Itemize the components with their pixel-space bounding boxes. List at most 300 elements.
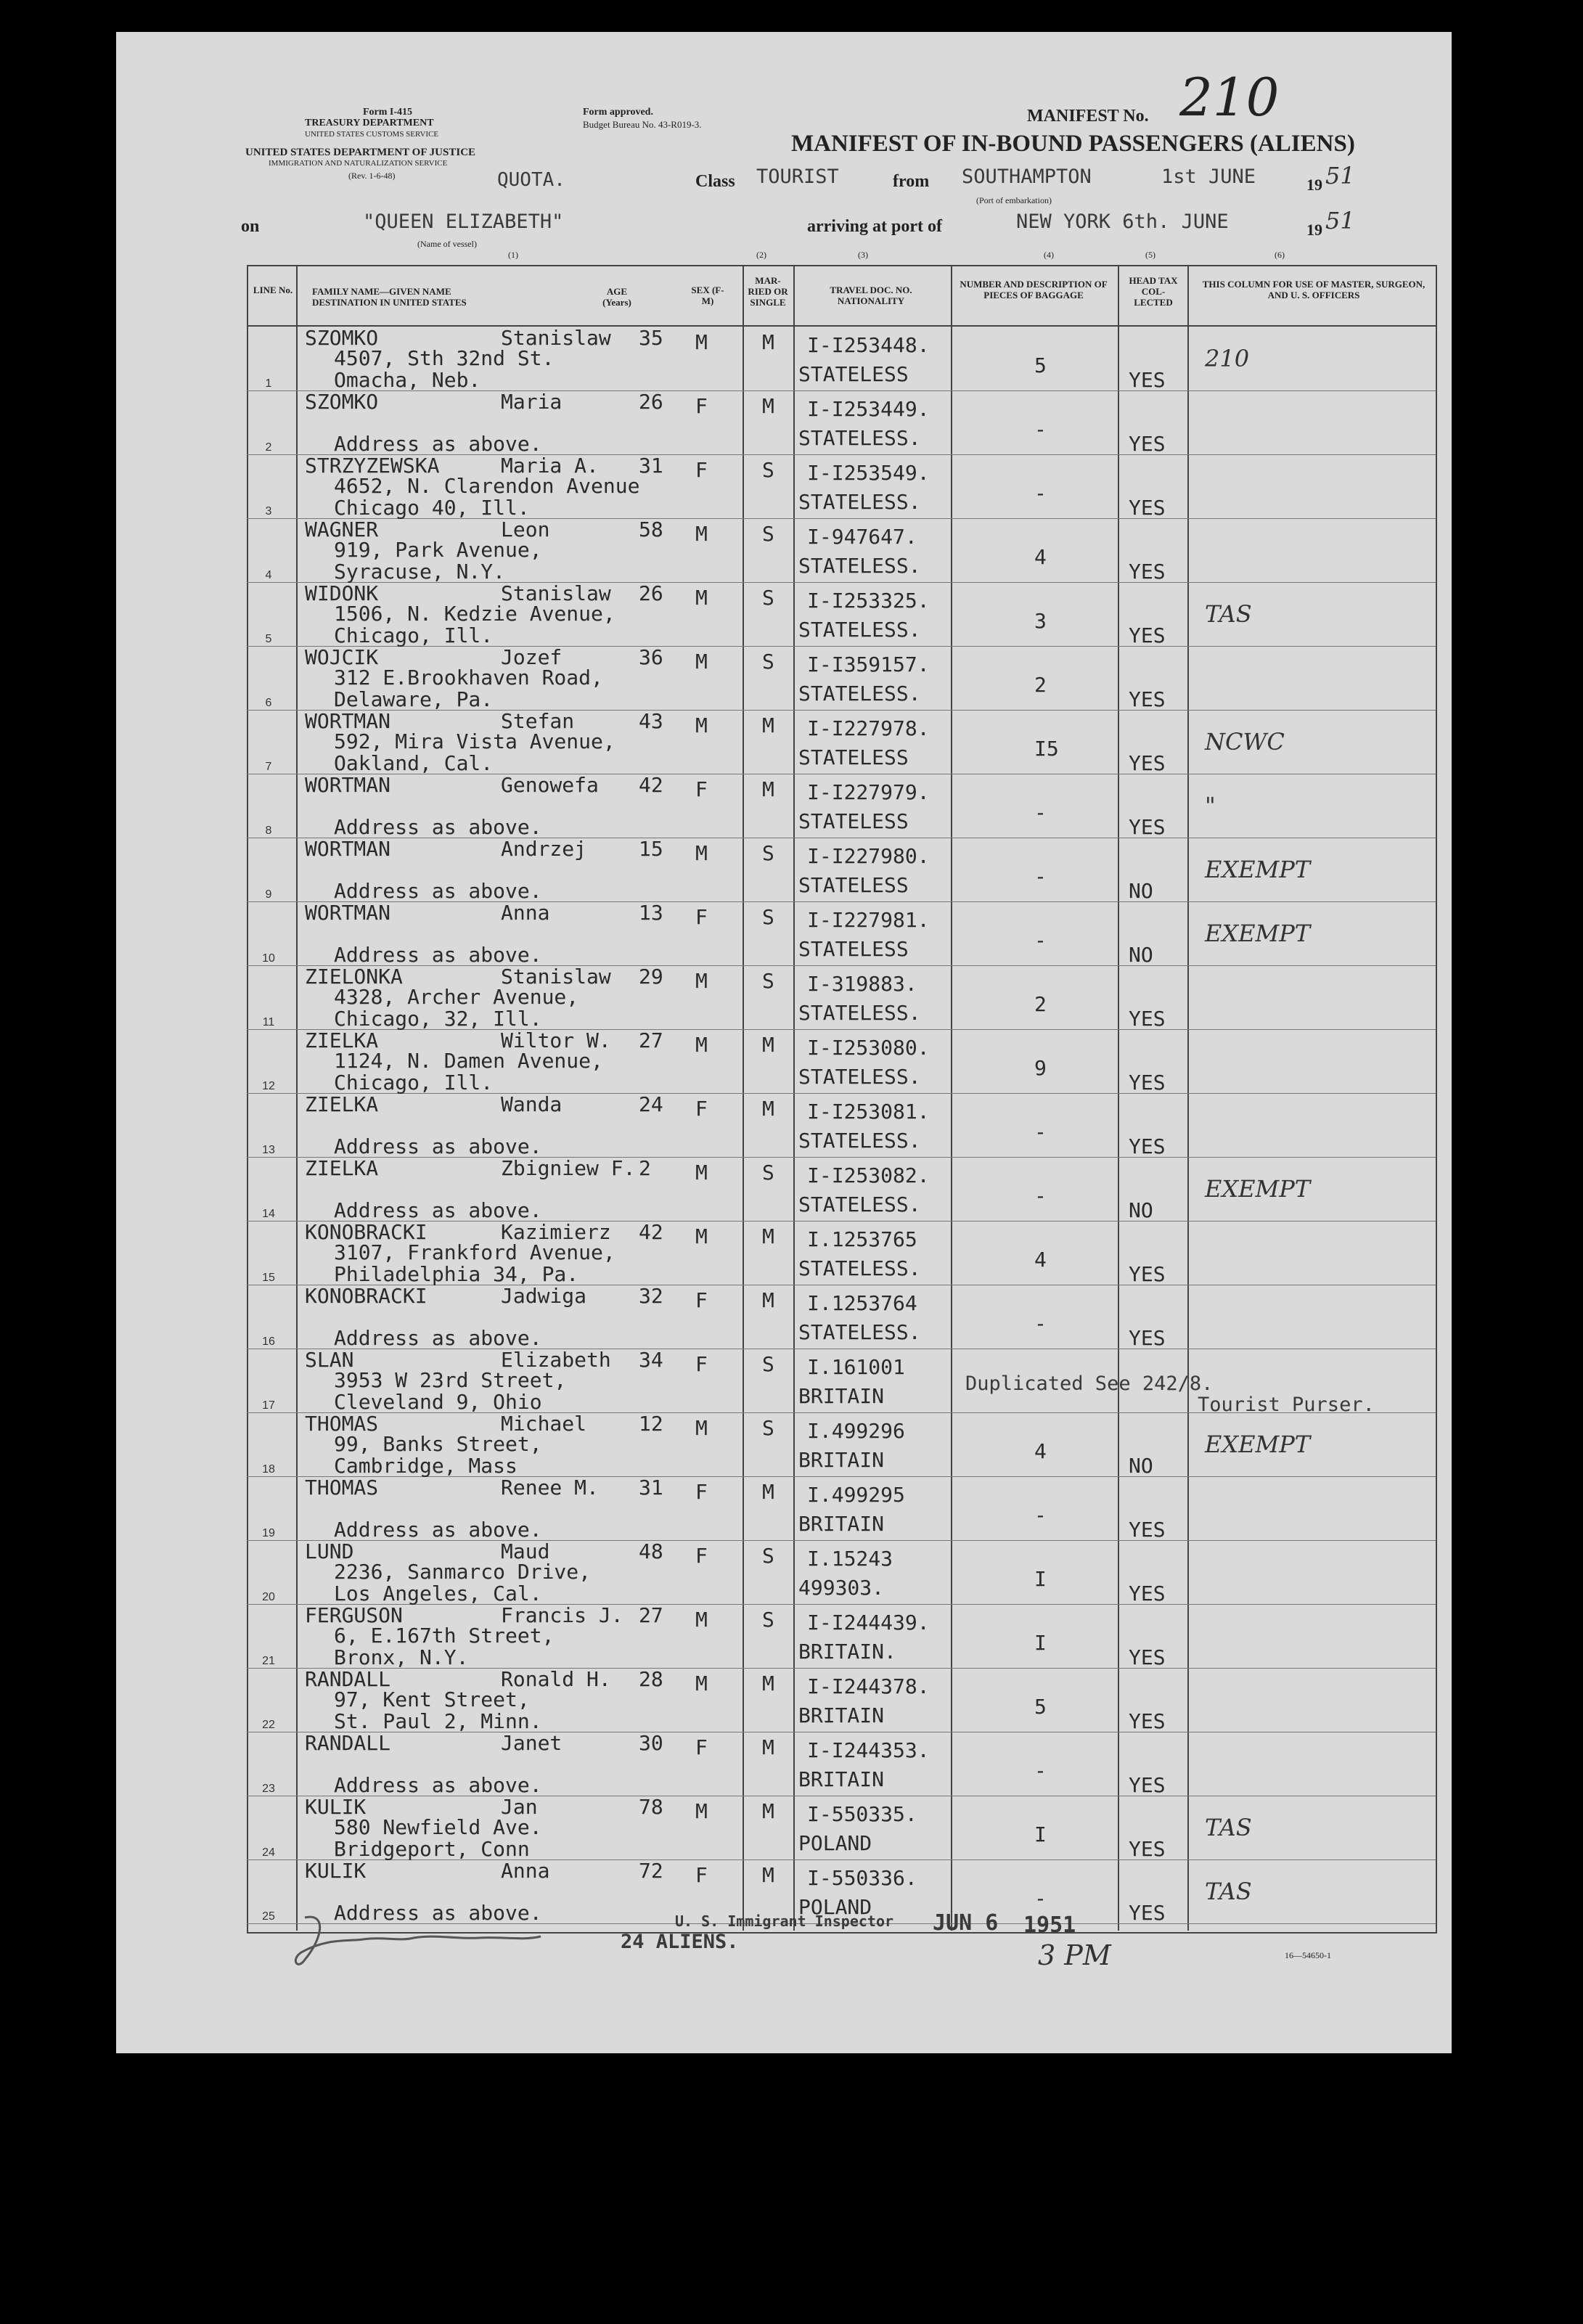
line-number: 13 <box>262 1144 275 1156</box>
head-tax: YES <box>1129 432 1166 456</box>
head-tax: NO <box>1129 943 1153 967</box>
port-embark-label: (Port of embarkation) <box>976 195 1052 205</box>
address-line: 4652, N. Clarendon Avenue <box>334 474 640 498</box>
address-line: Address as above. <box>334 1198 542 1222</box>
arrival-port: NEW YORK 6th. JUNE <box>1016 210 1229 233</box>
officer-note: 210 <box>1205 345 1250 372</box>
nationality: 499303. <box>798 1576 885 1600</box>
form-approved: Form approved. <box>583 107 653 118</box>
nationality: BRITAIN <box>798 1703 885 1727</box>
line-number: 2 <box>265 441 272 454</box>
line-number: 7 <box>265 761 272 773</box>
nationality: STATELESS. <box>798 554 921 578</box>
col-divider <box>951 265 952 1931</box>
travel-doc: I.15243 <box>807 1547 893 1571</box>
revision: (Rev. 1-6-48) <box>348 171 396 181</box>
given-name: Stanislaw <box>501 965 611 989</box>
col-divider <box>793 265 795 1931</box>
sex: F <box>695 1863 708 1887</box>
col-divider <box>743 265 744 1931</box>
line-number: 15 <box>262 1272 275 1284</box>
travel-doc: I.1253764 <box>807 1291 917 1315</box>
sex: M <box>695 969 708 993</box>
address-line: Address as above. <box>334 815 542 839</box>
age: 35 <box>639 326 663 350</box>
given-name: Genowefa <box>501 773 599 797</box>
on-label: on <box>241 217 260 236</box>
age: 27 <box>639 1028 663 1052</box>
baggage: 4 <box>1034 545 1047 569</box>
header-line-no: LINE No. <box>253 285 293 295</box>
family-name: SLAN <box>305 1348 354 1372</box>
sex: F <box>695 777 708 801</box>
given-name: Stanislaw <box>501 581 611 605</box>
marital-status: M <box>762 1224 774 1248</box>
marital-status: M <box>762 1033 774 1057</box>
travel-doc: I-I253325. <box>807 589 930 613</box>
baggage: - <box>1034 481 1047 505</box>
nationality: STATELESS. <box>798 1065 921 1089</box>
age: 48 <box>639 1539 663 1563</box>
line-number: 9 <box>265 888 272 901</box>
sex: M <box>695 330 708 354</box>
header-name: FAMILY NAME—GIVEN NAME DESTINATION IN UNITED STATES <box>312 286 467 308</box>
baggage: - <box>1034 1503 1047 1527</box>
age: 34 <box>639 1348 663 1372</box>
sex: M <box>695 1672 708 1695</box>
ins-label: IMMIGRATION AND NATURALIZATION SERVICE <box>269 159 448 168</box>
form-number: Form I-415 <box>363 107 413 118</box>
given-name: Jadwiga <box>501 1284 587 1308</box>
sex: F <box>695 1097 708 1121</box>
age: 12 <box>639 1412 663 1436</box>
marital-status: S <box>762 1352 774 1376</box>
stamp-date: JUN 6 <box>933 1910 999 1936</box>
officer-note: TAS <box>1205 600 1252 628</box>
head-tax: NO <box>1129 879 1153 903</box>
address-line: Address as above. <box>334 1901 542 1925</box>
travel-doc: I-I244378. <box>807 1674 930 1698</box>
line-number: 19 <box>262 1527 275 1539</box>
family-name: FERGUSON <box>305 1603 403 1627</box>
address-line: 6, E.167th Street, <box>334 1624 555 1648</box>
head-tax: YES <box>1129 1071 1166 1095</box>
baggage: - <box>1034 1886 1047 1910</box>
col-num-3: (3) <box>858 250 868 260</box>
baggage: - <box>1034 1184 1047 1208</box>
sex: M <box>695 586 708 610</box>
marital-status: M <box>762 1672 774 1695</box>
nationality: BRITAIN. <box>798 1640 896 1664</box>
head-tax: YES <box>1129 496 1166 520</box>
travel-doc: I-I253082. <box>807 1163 930 1187</box>
nationality: STATELESS. <box>798 490 921 514</box>
given-name: Wanda <box>501 1092 563 1116</box>
travel-doc: I-550335. <box>807 1802 917 1826</box>
head-tax: YES <box>1129 560 1166 584</box>
form-code: 16—54650-1 <box>1285 1950 1331 1960</box>
address-line: Cleveland 9, Ohio <box>334 1390 542 1414</box>
class-label: Class <box>695 172 735 191</box>
address-line: 1124, N. Damen Avenue, <box>334 1049 603 1073</box>
family-name: WORTMAN <box>305 837 391 861</box>
family-name: ZIELONKA <box>305 965 403 989</box>
given-name: Janet <box>501 1731 563 1755</box>
age: 15 <box>639 837 663 861</box>
col-num-2: (2) <box>756 250 766 260</box>
address-line: 1506, N. Kedzie Avenue, <box>334 602 615 626</box>
stamp-year: 1951 <box>1023 1912 1076 1938</box>
address-line: 592, Mira Vista Avenue, <box>334 729 615 753</box>
col-divider <box>1187 265 1189 1931</box>
nationality: BRITAIN <box>798 1512 885 1536</box>
header-row-line <box>247 325 1436 327</box>
travel-doc: I-I227981. <box>807 908 930 932</box>
family-name: WORTMAN <box>305 773 391 797</box>
nationality: STATELESS. <box>798 1192 921 1216</box>
marital-status: S <box>762 650 774 674</box>
family-name: RANDALL <box>305 1731 391 1755</box>
given-name: Jozef <box>501 645 563 669</box>
duplicated-note: Duplicated See 242/8. <box>965 1372 1214 1395</box>
stamp-time: 3 PM <box>1038 1939 1111 1971</box>
travel-doc: I.499295 <box>807 1483 905 1507</box>
travel-doc: I.1253765 <box>807 1227 917 1251</box>
age: 26 <box>639 390 663 414</box>
marital-status: M <box>762 1863 774 1887</box>
address-line: 4507, Sth 32nd St. <box>334 346 555 370</box>
marital-status: M <box>762 1799 774 1823</box>
sex: M <box>695 1608 708 1632</box>
nationality: BRITAIN <box>798 1384 885 1408</box>
address-line: Delaware, Pa. <box>334 687 494 711</box>
given-name: Maria A. <box>501 454 599 478</box>
address-line: 2236, Sanmarco Drive, <box>334 1560 592 1584</box>
nationality: BRITAIN <box>798 1767 885 1791</box>
officer-note: TAS <box>1205 1814 1252 1841</box>
family-name: WOJCIK <box>305 645 379 669</box>
family-name: ZIELKA <box>305 1028 379 1052</box>
family-name: SZOMKO <box>305 390 379 414</box>
sex: F <box>695 1544 708 1568</box>
marital-status: M <box>762 1735 774 1759</box>
header-married: MAR-RIED OR SINGLE <box>748 275 788 308</box>
family-name: THOMAS <box>305 1412 379 1436</box>
line-number: 21 <box>262 1655 275 1667</box>
travel-doc: I-319883. <box>807 972 917 996</box>
travel-doc: I-I227979. <box>807 780 930 804</box>
arriving-label: arriving at port of <box>807 217 942 236</box>
travel-doc: I-I253081. <box>807 1100 930 1124</box>
baggage: 2 <box>1034 673 1047 697</box>
nationality: STATELESS. <box>798 426 921 450</box>
age: 42 <box>639 1220 663 1244</box>
nationality: STATELESS. <box>798 1256 921 1280</box>
baggage: 9 <box>1034 1056 1047 1080</box>
year1-prefix: 19 <box>1306 176 1322 194</box>
age: 36 <box>639 645 663 669</box>
given-name: Maud <box>501 1539 550 1563</box>
sex: F <box>695 394 708 418</box>
baggage: - <box>1034 1759 1047 1783</box>
sex: F <box>695 1352 708 1376</box>
age: 2 <box>639 1156 651 1180</box>
sex: M <box>695 713 708 737</box>
address-line: Address as above. <box>334 1518 542 1542</box>
age: 42 <box>639 773 663 797</box>
address-line: 312 E.Brookhaven Road, <box>334 666 603 690</box>
head-tax: YES <box>1129 1645 1166 1669</box>
address-line: Chicago 40, Ill. <box>334 496 530 520</box>
given-name: Stanislaw <box>501 326 611 350</box>
marital-status: M <box>762 713 774 737</box>
head-tax: YES <box>1129 1518 1166 1542</box>
line-number: 12 <box>262 1080 275 1092</box>
justice-dept: UNITED STATES DEPARTMENT OF JUSTICE <box>245 147 476 158</box>
family-name: KONOBRACKI <box>305 1220 428 1244</box>
baggage: 5 <box>1034 353 1047 377</box>
sex: M <box>695 1224 708 1248</box>
head-tax: YES <box>1129 623 1166 647</box>
family-name: KULIK <box>305 1859 367 1883</box>
age: 26 <box>639 581 663 605</box>
nationality: BRITAIN <box>798 1448 885 1472</box>
marital-status: S <box>762 1544 774 1568</box>
travel-doc: I-I227978. <box>807 716 930 740</box>
address-line: 919, Park Avenue, <box>334 538 542 562</box>
address-line: 99, Banks Street, <box>334 1432 542 1456</box>
given-name: Ronald H. <box>501 1667 611 1691</box>
address-line: Los Angeles, Cal. <box>334 1582 542 1605</box>
col-num-5: (5) <box>1145 250 1155 260</box>
col-num-4: (4) <box>1044 250 1054 260</box>
address-line: Bridgeport, Conn <box>334 1837 530 1861</box>
nationality: STATELESS <box>798 809 909 833</box>
travel-doc: I-I253449. <box>807 397 930 421</box>
age: 30 <box>639 1731 663 1755</box>
given-name: Renee M. <box>501 1476 599 1499</box>
sex: F <box>695 905 708 929</box>
marital-status: M <box>762 394 774 418</box>
line-number: 6 <box>265 697 272 709</box>
travel-doc: I.161001 <box>807 1355 905 1379</box>
baggage: I <box>1034 1567 1047 1591</box>
travel-doc: I-I253080. <box>807 1036 930 1060</box>
header-officers: THIS COLUMN FOR USE OF MASTER, SURGEON, AND U. S. OFFICERS <box>1202 279 1425 300</box>
given-name: Stefan <box>501 709 575 733</box>
given-name: Zbigniew F. <box>501 1156 636 1180</box>
line-number: 1 <box>265 377 272 390</box>
family-name: WORTMAN <box>305 709 391 733</box>
given-name: Wiltor W. <box>501 1028 611 1052</box>
year2: 51 <box>1325 207 1355 234</box>
head-tax: YES <box>1129 1773 1166 1797</box>
vessel-label: (Name of vessel) <box>417 239 477 249</box>
address-line: Cambridge, Mass <box>334 1454 518 1478</box>
aliens-count: 24 ALIENS. <box>621 1931 739 1953</box>
age: 43 <box>639 709 663 733</box>
travel-doc: I-I244353. <box>807 1738 930 1762</box>
address-line: 3107, Frankford Avenue, <box>334 1240 615 1264</box>
family-name: ZIELKA <box>305 1156 379 1180</box>
line-number: 24 <box>262 1846 275 1859</box>
embark-date: 1st JUNE <box>1161 165 1256 188</box>
address-line: Omacha, Neb. <box>334 368 481 392</box>
address-line: St. Paul 2, Minn. <box>334 1709 542 1733</box>
age: 78 <box>639 1795 663 1819</box>
head-tax: YES <box>1129 815 1166 839</box>
sex: M <box>695 1161 708 1184</box>
family-name: THOMAS <box>305 1476 379 1499</box>
head-tax: YES <box>1129 1709 1166 1733</box>
head-tax: YES <box>1129 1582 1166 1605</box>
head-tax: YES <box>1129 1262 1166 1286</box>
sex: M <box>695 522 708 546</box>
marital-status: S <box>762 1608 774 1632</box>
travel-doc: I-I253448. <box>807 333 930 357</box>
address-line: 4328, Archer Avenue, <box>334 985 579 1009</box>
line-number: 5 <box>265 633 272 645</box>
sex: M <box>695 841 708 865</box>
nationality: POLAND <box>798 1831 872 1855</box>
nationality: STATELESS. <box>798 1129 921 1153</box>
family-name: LUND <box>305 1539 354 1563</box>
marital-status: S <box>762 586 774 610</box>
inspector-signature <box>283 1909 552 1974</box>
age: 72 <box>639 1859 663 1883</box>
age: 13 <box>639 901 663 925</box>
officer-note: EXEMPT <box>1205 1175 1311 1203</box>
sex: M <box>695 1799 708 1823</box>
line-number: 8 <box>265 825 272 837</box>
travel-doc: I-I359157. <box>807 652 930 676</box>
given-name: Andrzej <box>501 837 587 861</box>
from-label: from <box>893 172 930 191</box>
baggage: 3 <box>1034 609 1047 633</box>
baggage: - <box>1034 801 1047 825</box>
officer-note: EXEMPT <box>1205 920 1311 947</box>
age: 31 <box>639 1476 663 1499</box>
baggage: 5 <box>1034 1695 1047 1719</box>
nationality: STATELESS. <box>798 1001 921 1025</box>
family-name: WORTMAN <box>305 901 391 925</box>
travel-doc: I-550336. <box>807 1866 917 1890</box>
given-name: Kazimierz <box>501 1220 611 1244</box>
address-line: Chicago, Ill. <box>334 1071 494 1095</box>
line-number: 16 <box>262 1335 275 1348</box>
officer-note: TAS <box>1205 1878 1252 1905</box>
address-line: Oakland, Cal. <box>334 751 494 775</box>
marital-status: M <box>762 1480 774 1504</box>
sex: F <box>695 1735 708 1759</box>
head-tax: YES <box>1129 751 1166 775</box>
given-name: Jan <box>501 1795 538 1819</box>
header-sex: SEX (F-M) <box>691 285 724 306</box>
baggage: - <box>1034 928 1047 952</box>
family-name: WAGNER <box>305 517 379 541</box>
line-number: 3 <box>265 505 272 517</box>
marital-status: M <box>762 1288 774 1312</box>
manifest-title: MANIFEST OF IN-BOUND PASSENGERS (ALIENS) <box>791 131 1355 157</box>
travel-doc: I-I227980. <box>807 844 930 868</box>
baggage: I5 <box>1034 737 1059 761</box>
nationality: STATELESS <box>798 745 909 769</box>
head-tax: YES <box>1129 1007 1166 1031</box>
address-line: 97, Kent Street, <box>334 1687 530 1711</box>
quota-label: QUOTA. <box>497 169 565 191</box>
family-name: RANDALL <box>305 1667 391 1691</box>
manifest-no-label: MANIFEST No. <box>1027 107 1149 126</box>
sex: M <box>695 1416 708 1440</box>
address-line: Bronx, N.Y. <box>334 1645 469 1669</box>
family-name: KONOBRACKI <box>305 1284 428 1308</box>
header-baggage: NUMBER AND DESCRIPTION OF PIECES OF BAGGAGE <box>960 279 1108 300</box>
address-line: Chicago, Ill. <box>334 623 494 647</box>
family-name: WIDONK <box>305 581 379 605</box>
baggage: 4 <box>1034 1248 1047 1272</box>
nationality: POLAND <box>798 1895 872 1919</box>
address-line: Address as above. <box>334 879 542 903</box>
officer-note: EXEMPT <box>1205 856 1311 883</box>
age: 58 <box>639 517 663 541</box>
customs-service: UNITED STATES CUSTOMS SERVICE <box>305 130 439 139</box>
line-number: 10 <box>262 952 275 965</box>
embark-port: SOUTHAMPTON <box>962 165 1092 188</box>
head-tax: YES <box>1129 1134 1166 1158</box>
marital-status: S <box>762 841 774 865</box>
baggage: I <box>1034 1631 1047 1655</box>
address-line: Address as above. <box>334 432 542 456</box>
family-name: ZIELKA <box>305 1092 379 1116</box>
nationality: STATELESS <box>798 873 909 897</box>
sex: M <box>695 1033 708 1057</box>
year2-prefix: 19 <box>1306 221 1322 239</box>
baggage: - <box>1034 417 1047 441</box>
sex: F <box>695 1288 708 1312</box>
address-line: Address as above. <box>334 1326 542 1350</box>
given-name: Maria <box>501 390 563 414</box>
age: 32 <box>639 1284 663 1308</box>
address-line: Philadelphia 34, Pa. <box>334 1262 579 1286</box>
given-name: Anna <box>501 901 550 925</box>
marital-status: S <box>762 969 774 993</box>
col-num-1: (1) <box>508 250 518 260</box>
address-line: 3953 W 23rd Street, <box>334 1368 567 1392</box>
travel-doc: I.499296 <box>807 1419 905 1443</box>
age: 28 <box>639 1667 663 1691</box>
officer-note: EXEMPT <box>1205 1431 1311 1458</box>
sex: F <box>695 1480 708 1504</box>
nationality: STATELESS <box>798 937 909 961</box>
age: 27 <box>639 1603 663 1627</box>
head-tax: YES <box>1129 1326 1166 1350</box>
sex: F <box>695 458 708 482</box>
col-divider <box>296 265 298 1931</box>
baggage: I <box>1034 1822 1047 1846</box>
baggage: - <box>1034 1312 1047 1335</box>
marital-status: M <box>762 777 774 801</box>
marital-status: S <box>762 458 774 482</box>
head-tax: YES <box>1129 368 1166 392</box>
marital-status: S <box>762 905 774 929</box>
officer-note: " <box>1205 792 1216 819</box>
head-tax: YES <box>1129 1901 1166 1925</box>
manifest-no-handwritten: 210 <box>1179 67 1280 128</box>
address-line: 580 Newfield Ave. <box>334 1815 542 1839</box>
officer-note: NCWC <box>1205 728 1285 756</box>
address-line: Chicago, 32, Ill. <box>334 1007 542 1031</box>
purser-note: Tourist Purser. <box>1198 1394 1375 1416</box>
